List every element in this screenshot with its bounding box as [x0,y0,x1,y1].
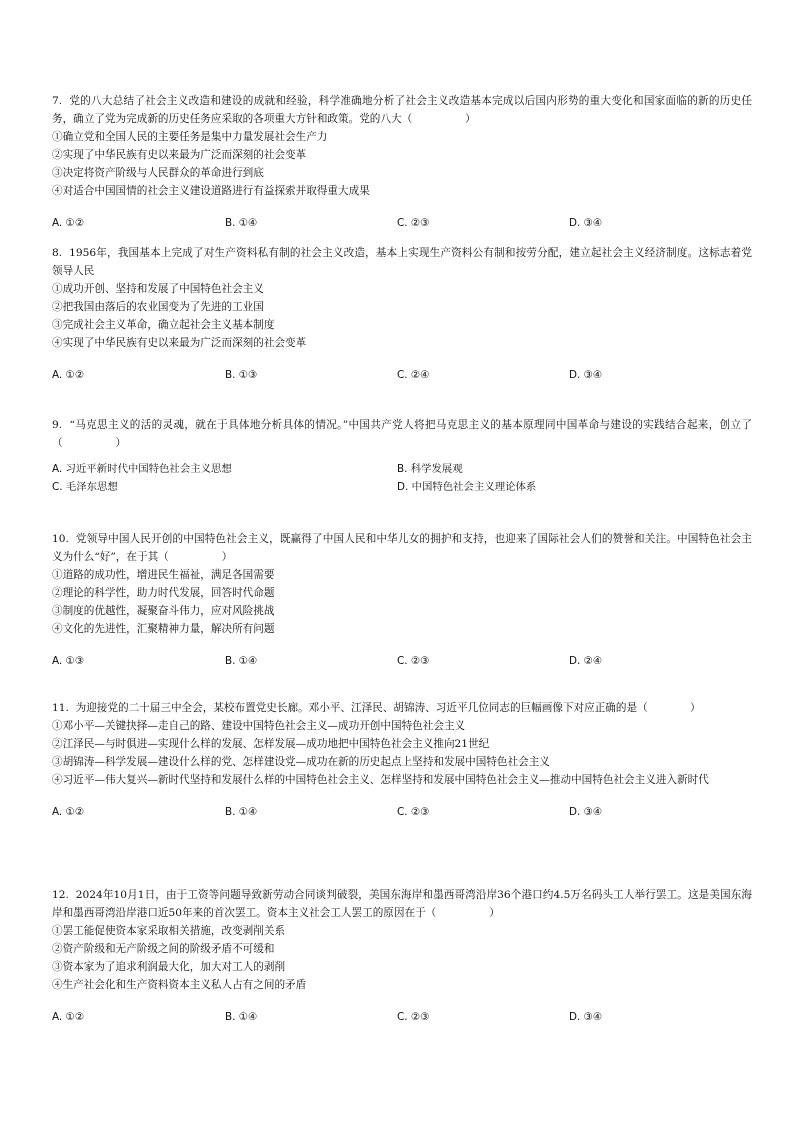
question-number: 12. [52,889,69,901]
option-c[interactable]: C. ②③ [397,1011,430,1023]
statement: ①罢工能促使资本家采取相关措施，改变剥削关系 [52,925,286,937]
option-d[interactable]: D. ②④ [569,655,603,667]
option-d[interactable]: D. ③④ [569,806,603,818]
statement: ④实现了中华民族有史以来最为广泛而深刻的社会变革 [52,337,307,349]
statement: ②理论的科学性，助力时代发展，回答时代命题 [52,587,275,599]
question-text: 党的八大总结了社会主义改造和建设的成就和经验，科学准确地分析了社会主义改造基本完成以后国内形势的重大变化和国家面临的新的历史任务，确立了党为完成新的历史任务应采取的各项重大方针和政策。党的八大（ ） [52,95,752,125]
statement: ④文化的先进性，汇聚精神力量，解决所有问题 [52,623,275,635]
question-7 [52,92,752,232]
statement: ①邓小平—关键抉择—走自己的路、建设中国特色社会主义—成功开创中国特色社会主义 [52,720,466,732]
options-grid [52,460,752,496]
question-number: 10. [52,533,69,545]
statement: ③完成社会主义革命，确立起社会主义基本制度 [52,319,275,331]
option-b[interactable]: B. 科学发展观 [397,463,463,475]
question-11 [52,699,752,821]
statement: ②资产阶级和无产阶级之间的阶级矛盾不可缓和 [52,943,275,955]
statement: ②江泽民—与时俱进—实现什么样的发展、怎样发展—成功地把中国特色社会主义推向21世纪 [52,738,490,750]
option-c[interactable]: C. ②③ [397,217,430,229]
question-number: 9. [52,419,63,431]
statement: ②把我国由落后的农业国变为了先进的工业国 [52,301,264,313]
option-c[interactable]: C. 毛泽东思想 [52,481,118,493]
option-b[interactable]: B. ①④ [225,217,258,229]
statement: ①道路的成功性，增进民生福祉，满足各国需要 [52,569,275,581]
option-b[interactable]: B. ①③ [225,369,258,381]
question-number: 7. [52,95,63,107]
option-c[interactable]: C. ②④ [397,369,430,381]
question-stem [52,416,752,452]
question-stem [52,699,752,717]
question-8 [52,244,752,384]
option-c[interactable]: C. ②③ [397,655,430,667]
option-d[interactable]: D. ③④ [569,217,603,229]
statement: ③决定将资产阶级与人民群众的革命进行到底 [52,167,264,179]
statement: ④习近平—伟大复兴—新时代坚持和发展什么样的中国特色社会主义、怎样坚持和发展中国特色社会主义—推动中国特色社会主义进入新时代 [52,774,709,786]
options-row [52,1008,752,1026]
statement: ③制度的优越性，凝聚奋斗伟力，应对风险挑战 [52,605,275,617]
statement: ①成功开创、坚持和发展了中国特色社会主义 [52,283,264,295]
options-row [52,652,752,670]
option-b[interactable]: B. ①④ [225,655,258,667]
question-stem [52,530,752,566]
option-b[interactable]: B. ①④ [225,1011,258,1023]
options-row [52,214,752,232]
options-row [52,803,752,821]
option-a[interactable]: A. ①② [52,1011,85,1023]
question-12 [52,886,752,1026]
question-text: 为迎接党的二十届三中全会，某校布置党史长廊。邓小平、江泽民、胡锦涛、习近平几位同志的巨幅画像下对应正确的是（ ） [75,702,701,714]
option-b[interactable]: B. ①④ [225,806,258,818]
statement: ②实现了中华民族有史以来最为广泛而深刻的社会变革 [52,149,307,161]
option-d[interactable]: D. ③④ [569,1011,603,1023]
question-stem [52,244,752,280]
option-a[interactable]: A. ①② [52,806,85,818]
option-a[interactable]: A. ①③ [52,655,85,667]
question-10 [52,530,752,670]
statement: ③胡锦涛—科学发展—建设什么样的党、怎样建设党—成功在新的历史起点上坚持和发展中国特色社会主义 [52,756,550,768]
statement: ④生产社会化和生产资料资本主义私人占有之间的矛盾 [52,979,307,991]
option-d[interactable]: D. ③④ [569,369,603,381]
question-number: 8. [52,247,63,259]
question-text: 2024年10月1日，由于工资等问题导致新劳动合同谈判破裂，美国东海岸和墨西哥湾沿岸36个港口约4.5万名码头工人举行罢工。这是美国东海岸和墨西哥湾沿岸港口近50年来的首次罢工。资本主义社会工人罢工的原因在于（ ） [52,889,752,919]
question-number: 11. [52,702,69,714]
question-9 [52,416,752,496]
statement: ③资本家为了追求利润最大化，加大对工人的剥削 [52,961,286,973]
option-a[interactable]: A. 习近平新时代中国特色社会主义思想 [52,463,232,475]
question-text: 党领导中国人民开创的中国特色社会主义，既赢得了中国人民和中华儿女的拥护和支持，也迎来了国际社会人们的赞誉和关注。中国特色社会主义为什么“好”，在于其（ ） [52,533,752,563]
option-a[interactable]: A. ①② [52,369,85,381]
option-c[interactable]: C. ②③ [397,806,430,818]
question-stem [52,92,752,128]
option-a[interactable]: A. ①② [52,217,85,229]
statement: ①确立党和全国人民的主要任务是集中力量发展社会生产力 [52,131,328,143]
option-d[interactable]: D. 中国特色社会主义理论体系 [397,481,537,493]
question-text: “马克思主义的活的灵魂，就在于具体地分析具体的情况。”中国共产党人将把马克思主义的基本原理同中国革命与建设的实践结合起来，创立了（ ） [52,419,752,449]
question-stem [52,886,752,922]
options-row [52,366,752,384]
question-text: 1956年，我国基本上完成了对生产资料私有制的社会主义改造，基本上实现生产资料公有制和按劳分配，建立起社会主义经济制度。这标志着党领导人民 [52,247,752,277]
statement: ④对适合中国国情的社会主义建设道路进行有益探索并取得重大成果 [52,185,370,197]
